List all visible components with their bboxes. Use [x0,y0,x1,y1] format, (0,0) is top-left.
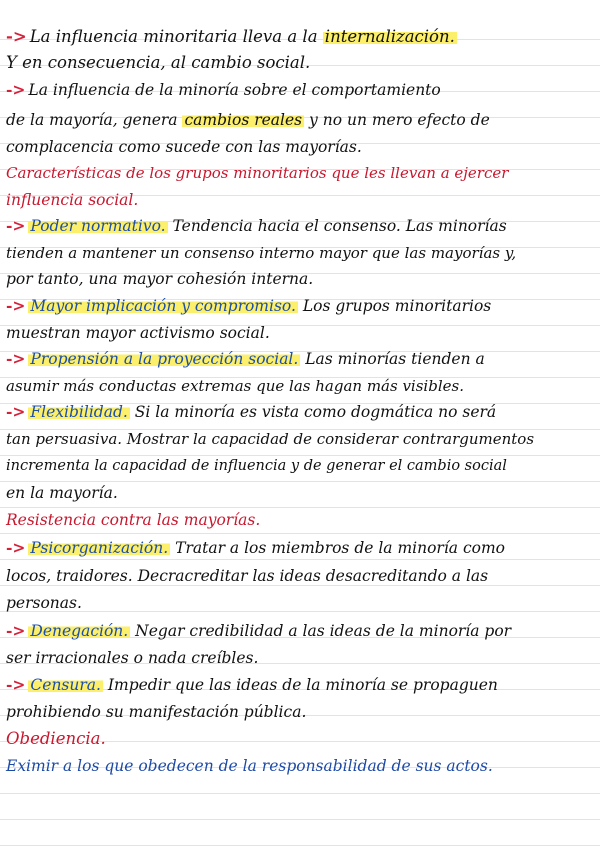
note-line: -> Mayor implicación y compromiso. Los grupos minoritarios [6,296,492,315]
note-line: ser irracionales o nada creíbles. [6,649,259,667]
section-heading: Características de los grupos minoritarios que les llevan a ejercer [6,164,509,182]
note-line: en la mayoría. [6,484,118,502]
section-heading: Resistencia contra las mayorías. [6,511,261,529]
arrow-icon: -> [6,349,26,368]
section-heading: Eximir a los que obedecen de la responsabilidad de sus actos. [6,757,493,775]
term-flexibilidad: Flexibilidad. [30,403,128,421]
term-poder-normativo: Poder normativo. [30,217,166,235]
term-psicorganizacion: Psicorganización. [30,539,169,557]
note-line: -> Propensión a la proyección social. Las minorías tienden a [6,349,485,368]
note-line: asumir más conductas extremas que las hagan más visibles. [6,377,464,395]
arrow-icon: -> [6,216,26,235]
note-line: -> Psicorganización. Tratar a los miembros de la minoría como [6,538,506,557]
note-line: Y en consecuencia, al cambio social. [6,53,311,72]
term-propension: Propensión a la proyección social. [30,350,299,368]
note-line: prohibiendo su manifestación pública. [6,703,307,721]
arrow-icon: -> [6,80,26,99]
arrow-icon: -> [6,296,26,315]
arrow-icon: -> [6,27,27,46]
note-line: complacencia como sucede con las mayorías. [6,138,362,156]
section-heading: Obediencia. [6,729,106,748]
note-line: muestran mayor activismo social. [6,324,270,342]
note-line: tienden a mantener un consenso interno mayor que las mayorías y, [6,244,517,262]
term-censura: Censura. [30,676,101,694]
note-line: locos, traidores. Decracreditar las ideas desacreditando a las [6,567,489,585]
highlight-cambios-reales: cambios reales [184,111,303,129]
note-line: -> Poder normativo. Tendencia hacia el consenso. Las minorías [6,216,507,235]
note-line: -> Denegación. Negar credibilidad a las ideas de la minoría por [6,621,512,640]
note-line: -> Censura. Impedir que las ideas de la minoría se propaguen [6,675,498,694]
arrow-icon: -> [6,621,26,640]
arrow-icon: -> [6,402,26,421]
section-heading: influencia social. [6,191,139,209]
arrow-icon: -> [6,538,26,557]
term-mayor-implicacion: Mayor implicación y compromiso. [30,297,296,315]
note-line: por tanto, una mayor cohesión interna. [6,270,314,288]
term-denegacion: Denegación. [30,622,129,640]
note-line: tan persuasiva. Mostrar la capacidad de considerar contrargumentos [6,430,535,448]
arrow-icon: -> [6,675,26,694]
note-line: -> La influencia minoritaria lleva a la internalización. [6,27,455,46]
highlight-internalizacion: internalización. [324,27,455,46]
note-line: incrementa la capacidad de influencia y de generar el cambio social [6,458,507,474]
note-line: personas. [6,594,82,612]
note-line: -> Flexibilidad. Si la minoría es vista como dogmática no será [6,402,497,421]
note-line: -> La influencia de la minoría sobre el comportamiento [6,80,441,99]
note-line: de la mayoría, genera cambios reales y no un mero efecto de [6,111,490,129]
